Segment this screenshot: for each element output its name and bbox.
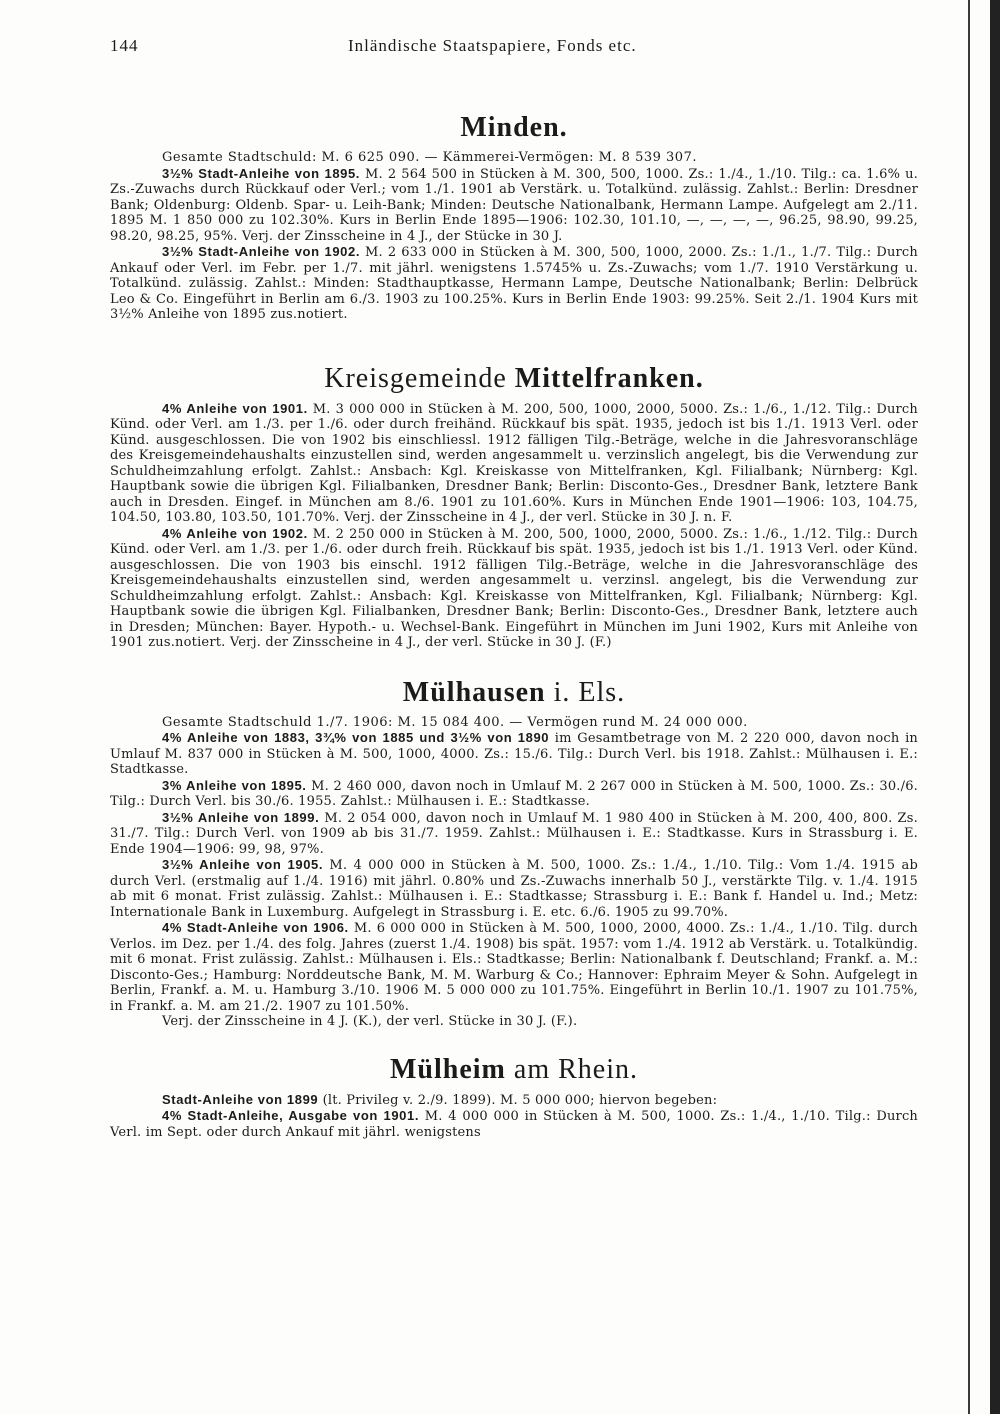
muelheim-loan-1899-text: (lt. Privileg v. 2./9. 1899). M. 5 000 000; hiervon begeben: xyxy=(322,1092,718,1108)
muelhausen-loan-1906 xyxy=(110,920,918,1014)
minden-loan-1895-text: M. 2 564 500 in Stücken à M. 300, 500, 1000. Zs.: 1./4., 1./10. Tilg.: ca. 1.6% u. Zs.-Zuwachs durch Rückkauf oder Verl.; vom 1./1. 1901 ab Verstärk. u. Totalkünd. zulässig. Zahlst.: Berlin: Dresdner Bank; Oldenburg: Oldenb. Spar- u. Leih-Bank; Minden: Deutsche Nationalbank, Hermann Lampe. Aufgelegt am 2./11. 1895 M. 1 850 000 zu 102.30%. Kurs in Berlin Ende 1895—1906: 102.30, 101.10, —, —, —, —, 96.25, 98.90, 99.25, 98.20, 98.25, 95%. Verj. der Zinsscheine in 4 J., der Stücke in 30 J. xyxy=(110,166,918,244)
muelhausen-loan-1883-lead: 4% Anleihe von 1883, 3¾% von 1885 und 3½% von 1890 xyxy=(162,730,550,745)
section-title-muelheim-bold: Mülheim xyxy=(390,1053,506,1085)
muelhausen-loan-1905-text: M. 4 000 000 in Stücken à M. 500, 1000. Zs.: 1./4., 1./10. Tilg.: Vom 1./4. 1915 ab durch Verl. (erstmalig auf 1./4. 1916) mit jährl. 0.80% und Zs.-Zuwachs innerhalb 50 J., verstärkte Tilg. v. 1./4. 1915 ab mit 6 monat. Frist zulässig. Zahlst.: Mülhausen i. E.: Stadtkasse; Strassburg i. E.: Bank f. Handel u. Ind.; Metz: Internationale Bank in Luxemburg. Aufgelegt in Strassburg i. E. etc. 6./6. 1905 zu 99.70%. xyxy=(110,858,918,920)
section-mittelfranken xyxy=(110,363,918,651)
page-number: 144 xyxy=(110,36,139,55)
muelhausen-verjaehrung: Verj. der Zinsscheine in 4 J. (K.), der verl. Stücke in 30 J. (F.). xyxy=(162,1014,578,1029)
section-title-muelheim-light: am Rhein. xyxy=(513,1053,638,1085)
section-title-muelhausen-bold: Mülhausen xyxy=(402,676,546,708)
section-title-muelheim xyxy=(110,1054,918,1086)
muelhausen-loan-1905 xyxy=(110,857,918,920)
muelhausen-loan-1899-text: M. 2 054 000, davon noch in Umlauf M. 1 980 400 in Stücken à M. 200, 400, 800. Zs. 31./7. Tilg.: Durch Verl. von 1909 ab bis 31./7. 1959. Zahlst.: Mülhausen i. E.: Stadtkasse. Kurs in Strassburg i. E. Ende 1904—1906: 99, 98, 97%. xyxy=(110,810,918,857)
section-title-minden-text: Minden. xyxy=(460,112,568,143)
muelheim-loan-1901-text: M. 4 000 000 in Stücken à M. 500, 1000. Zs.: 1./4., 1./10. Tilg.: Durch Verl. im Sept. oder durch Ankauf mit jährl. wenigstens xyxy=(110,1109,918,1140)
minden-loan-1895 xyxy=(110,166,918,245)
minden-loan-1902 xyxy=(110,244,918,323)
mittelfranken-loan-1902-lead: 4% Anleihe von 1902. xyxy=(162,525,308,541)
page-header xyxy=(110,36,918,66)
section-muelheim xyxy=(110,1054,918,1141)
muelhausen-loan-1895-lead: 3% Anleihe von 1895. xyxy=(162,777,307,793)
muelheim-loan-1899-lead: Stadt-Anleihe von 1899 xyxy=(162,1091,319,1107)
section-muelhausen xyxy=(110,677,918,1030)
mittelfranken-loan-1902-text: M. 2 250 000 in Stücken à M. 200, 500, 1000, 2000, 5000. Zs.: 1./6., 1./12. Tilg.: Durch Künd. oder Verl. am 1./3. per 1./6. oder durch freih. Rückkauf bis spät. 1935, jedoch ist bis 1./1. 1913 Verl. oder Künd. ausgeschlossen. Die von 1903 bis einschl. 1912 fälligen Tilg.-Beträge, welche in die Jahresvoranschläge des Kreisgemeindehaushalts einzustellen sind, werden angesammelt u. verzinsl. angelegt, bis die Verwendung zur Schuldheimzahlung erfolgt. Zahlst.: Ansbach: Kgl. Kreiskasse von Mittelfranken, Kgl. Filialbank; Nürnberg: Kgl. Hauptbank sowie die übrigen Kgl. Filialbanken, Dresdner Bank; Berlin: Disconto-Ges., Dresdner Bank, letztere auch in Dresden; München: Bayer. Hypoth.- u. Wechsel-Bank. Eingeführt in München im Juni 1902, Kurs mit Anleihe von 1901 zus.notiert. Verj. der Zinsscheine in 4 J., der verl. Stücke in 30 J. (F.) xyxy=(110,526,918,650)
section-title-muelhausen-light: i. Els. xyxy=(553,676,626,708)
section-title-mittelfranken-bold: Mittelfranken. xyxy=(514,362,704,394)
minden-loan-1895-lead: 3½% Stadt-Anleihe von 1895. xyxy=(162,165,361,181)
mittelfranken-loan-1901-lead: 4% Anleihe von 1901. xyxy=(162,400,308,416)
muelhausen-loan-1899 xyxy=(110,810,918,858)
muelheim-loan-1901-lead: 4% Stadt-Anleihe, Ausgabe von 1901. xyxy=(162,1108,420,1123)
section-title-minden xyxy=(110,112,918,144)
running-title: Inländische Staatspapiere, Fonds etc. xyxy=(348,36,637,55)
page-content xyxy=(110,36,918,1140)
muelheim-loan-1901 xyxy=(110,1108,918,1140)
muelhausen-loan-1906-text: M. 6 000 000 in Stücken à M. 500, 1000, 2000, 4000. Zs.: 1./4., 1./10. Tilg. durch Verlos. im Dez. per 1./4. des folg. Jahres (zuerst 1./4. 1908) bis spät. 1957: vom 1./4. 1912 ab Verstärk. u. Totalkündig. mit 6 monat. Frist zulässig. Zahlst.: Mülhausen i. Els.: Stadtkasse; Berlin: Nationalbank f. Deutschland; Frankf. a. M.: Disconto-Ges.; Hamburg: Norddeutsche Bank, M. M. Warburg & Co.; Hannover: Ephraim Meyer & Sohn. Aufgelegt in Berlin, Frankf. a. M. u. Hamburg 3./10. 1906 M. 5 000 000 zu 101.75%. Eingeführt in Berlin 10./1. 1907 zu 101.75%, in Frankf. a. M. am 21./2. 1907 zu 101.50%. xyxy=(110,921,918,1014)
section-title-muelhausen xyxy=(110,677,918,709)
muelhausen-loan-1883-text: im Gesamtbetrage von M. 2 220 000, davon noch in Umlauf M. 837 000 in Stücken à M. 500, 1000, 4000. Zs.: 15./6. Tilg.: Durch Verl. bis 1918. Zahlst.: Mülhausen i. E.: Stadtkasse. xyxy=(110,731,919,777)
muelhausen-loan-1906-lead: 4% Stadt-Anleihe von 1906. xyxy=(162,920,349,935)
muelhausen-loan-1895 xyxy=(110,778,918,810)
page-edge-shadow xyxy=(990,0,1000,1414)
muelhausen-loan-1905-lead: 3½% Anleihe von 1905. xyxy=(162,857,324,872)
mittelfranken-loan-1901 xyxy=(110,401,918,526)
minden-loan-1902-lead: 3½% Stadt-Anleihe von 1902. xyxy=(162,244,361,259)
minden-loan-1902-text: M. 2 633 000 in Stücken à M. 300, 500, 1000, 2000. Zs.: 1./1., 1./7. Tilg.: Durch Ankauf oder Verl. im Febr. per 1./7. mit jährl. wenigstens 1.5745% u. Zs.-Zuwachs; vom 1./7. 1910 Verstärkung u. Totalkünd. zulässig. Zahlst.: Minden: Stadthauptkasse, Hermann Lampe, Deutsche Nationalbank; Berlin: Delbrück Leo & Co. Eingeführt in Berlin am 6./3. 1903 zu 100.25%. Kurs in Berlin Ende 1903: 99.25%. Seit 2./1. 1904 Kurs mit 3½% Anleihe von 1895 zus.notiert. xyxy=(110,245,918,322)
minden-summary: Gesamte Stadtschuld: M. 6 625 090. — Kämmerei-Vermögen: M. 8 539 307. xyxy=(162,150,697,165)
section-title-mittelfranken-light: Kreisgemeinde xyxy=(324,362,507,394)
section-title-mittelfranken xyxy=(110,363,918,395)
mittelfranken-loan-1902 xyxy=(110,526,918,651)
muelhausen-loan-1899-lead: 3½% Anleihe von 1899. xyxy=(162,809,320,825)
muelhausen-summary: Gesamte Stadtschuld 1./7. 1906: M. 15 084 400. — Vermögen rund M. 24 000 000. xyxy=(162,714,748,730)
section-minden xyxy=(110,112,918,323)
muelhausen-loan-1883 xyxy=(110,730,918,778)
muelhausen-loan-1895-text: M. 2 460 000, davon noch in Umlauf M. 2 267 000 in Stücken à M. 500, 1000. Zs.: 30./6. Tilg.: Durch Verl. bis 30./6. 1955. Zahlst.: Mülhausen i. E.: Stadtkasse. xyxy=(110,778,919,809)
page-edge-line xyxy=(968,0,970,1414)
mittelfranken-loan-1901-text: M. 3 000 000 in Stücken à M. 200, 500, 1000, 2000, 5000. Zs.: 1./6., 1./12. Tilg.: Durch Künd. oder Verl. am 1./3. per 1./6. oder durch freihänd. Rückkauf bis spät. 1935, jedoch ist bis 1./1. 1913 Verl. oder Künd. ausgeschlossen. Die von 1902 bis einschliessl. 1912 fälligen Tilg.-Beträge, welche in die Jahresvoranschläge des Kreisgemeindehaushalts einzustellen sind, werden angesammelt u. verzinslich angelegt, bis die Verwendung zur Schuldheimzahlung erfolgt. Zahlst.: Ansbach: Kgl. Kreiskasse von Mittelfranken, Kgl. Filialbank; Nürnberg: Kgl. Hauptbank sowie die übrigen Kgl. Filialbanken, Dresdner Bank; Berlin: Disconto-Ges., Dresdner Bank, letztere Bank auch in Dresden. Eingef. in München am 8./6. 1901 zu 101.60%. Kurs in München Ende 1901—1906: 103, 104.75, 104.50, 103.80, 103.50, 101.70%. Verj. der Zinsscheine in 4 J., der verl. Stücke in 30 J. n. F. xyxy=(110,401,918,525)
muelheim-loan-1899 xyxy=(110,1092,918,1109)
